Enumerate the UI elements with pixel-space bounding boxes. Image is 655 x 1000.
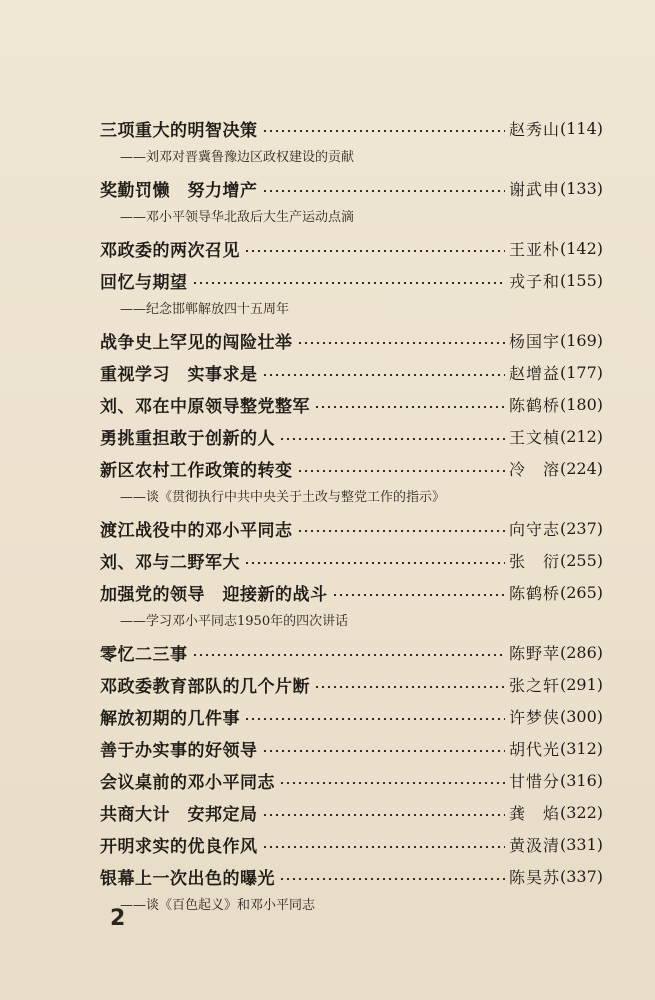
dot-leader (262, 374, 505, 376)
toc-entry-page: (133) (559, 178, 603, 198)
toc-entry-page: (291) (559, 674, 603, 694)
toc-entry-author: 甘惜分 (508, 771, 560, 791)
toc-entry (100, 828, 603, 860)
table-of-contents (100, 112, 603, 920)
toc-entry-title: 奖勤罚懒 努力增产 (100, 180, 258, 201)
toc-entry-author: 张 衍 (508, 551, 560, 571)
toc-entry (100, 388, 603, 420)
toc-entry-author: 陈鹤桥 (508, 395, 560, 415)
dot-leader (332, 594, 505, 596)
toc-entry-author: 胡代光 (508, 739, 560, 759)
toc-entry-page: (322) (559, 802, 603, 822)
toc-entry (100, 796, 603, 828)
toc-entry-author: 谢武申 (508, 179, 560, 199)
toc-entry-page: (331) (559, 834, 603, 854)
toc-entry-author: 冷 溶 (508, 459, 560, 479)
dot-leader (314, 406, 505, 408)
toc-subtitle: ——纪念邯郸解放四十五周年 (120, 302, 290, 317)
dot-leader (279, 438, 505, 440)
toc-entry-page: (337) (559, 866, 603, 886)
toc-entry-page: (316) (559, 770, 603, 790)
toc-entry-author: 黄汲清 (508, 835, 560, 855)
dot-leader (262, 846, 505, 848)
toc-entry-page: (212) (559, 426, 603, 446)
toc-entry-title: 勇挑重担敢于创新的人 (100, 428, 275, 449)
toc-entry-title: 加强党的领导 迎接新的战斗 (100, 584, 328, 605)
dot-leader (279, 782, 505, 784)
toc-entry-title: 零忆二三事 (100, 644, 188, 665)
dot-leader (244, 250, 505, 252)
toc-entry (100, 324, 603, 356)
toc-entry (100, 576, 603, 608)
toc-entry-title: 回忆与期望 (100, 272, 188, 293)
toc-entry (100, 636, 603, 668)
toc-entry-author: 龚 焰 (508, 803, 560, 823)
toc-entry-title: 开明求实的优良作风 (100, 836, 258, 857)
toc-entry (100, 232, 603, 264)
toc-entry (100, 732, 603, 764)
toc-entry-author: 陈鹤桥 (508, 583, 560, 603)
toc-entry-title: 刘、邓在中原领导整党整军 (100, 396, 310, 417)
toc-entry-title: 会议桌前的邓小平同志 (100, 772, 275, 793)
toc-entry-title: 善于办实事的好领导 (100, 740, 258, 761)
toc-entry-title: 战争史上罕见的闯险壮举 (100, 332, 293, 353)
toc-subtitle: ——谈《贯彻执行中共中央关于土改与整党工作的指示》 (120, 490, 446, 505)
toc-entry (100, 512, 603, 544)
toc-entry-author: 赵秀山 (508, 119, 560, 139)
toc-entry-title: 新区农村工作政策的转变 (100, 460, 293, 481)
dot-leader (297, 470, 505, 472)
toc-entry (100, 264, 603, 296)
toc-entry-title: 重视学习 实事求是 (100, 364, 258, 385)
toc-entry-author: 许梦侠 (508, 707, 560, 727)
toc-entry-title: 邓政委的两次召见 (100, 240, 240, 261)
toc-entry (100, 112, 603, 144)
toc-entry-page: (265) (559, 582, 603, 602)
toc-entry-title: 共商大计 安邦定局 (100, 804, 258, 825)
toc-entry (100, 356, 603, 388)
toc-entry-author: 陈昊苏 (508, 867, 560, 887)
toc-entry (100, 544, 603, 576)
toc-entry-page: (177) (559, 362, 603, 382)
toc-entry-page: (169) (559, 330, 603, 350)
toc-entry-page: (300) (559, 706, 603, 726)
toc-entry (100, 860, 603, 892)
toc-subtitle: ——刘邓对晋冀鲁豫边区政权建设的贡献 (120, 150, 355, 165)
dot-leader (262, 130, 505, 132)
toc-subtitle: ——学习邓小平同志1950年的四次讲话 (120, 614, 349, 629)
toc-entry (100, 420, 603, 452)
toc-entry-author: 向守志 (508, 519, 560, 539)
toc-entry-page: (114) (559, 118, 603, 138)
toc-entry-page: (224) (559, 458, 603, 478)
dot-leader (244, 562, 505, 564)
toc-entry-author: 陈野苹 (508, 643, 560, 663)
toc-entry-author: 王亚朴 (508, 239, 560, 259)
toc-entry-title: 渡江战役中的邓小平同志 (100, 520, 293, 541)
dot-leader (192, 654, 505, 656)
toc-entry (100, 700, 603, 732)
dot-leader (279, 878, 505, 880)
toc-entry-page: (312) (559, 738, 603, 758)
dot-leader (262, 750, 505, 752)
page-number: 2 (110, 906, 126, 931)
toc-subtitle: ——邓小平领导华北敌后大生产运动点滴 (120, 210, 355, 225)
toc-entry-title: 解放初期的几件事 (100, 708, 240, 729)
toc-entry-page: (255) (559, 550, 603, 570)
dot-leader (192, 282, 505, 284)
dot-leader (262, 814, 505, 816)
toc-entry-author: 王文楨 (508, 427, 560, 447)
toc-entry-page: (155) (559, 270, 603, 290)
toc-entry-title: 三项重大的明智决策 (100, 120, 258, 141)
toc-entry (100, 764, 603, 796)
toc-entry (100, 452, 603, 484)
toc-entry (100, 172, 603, 204)
toc-entry-author: 张之轩 (508, 675, 560, 695)
toc-entry-author: 戎子和 (508, 271, 560, 291)
toc-entry-page: (237) (559, 518, 603, 538)
toc-entry-page: (286) (559, 642, 603, 662)
toc-entry-title: 刘、邓与二野军大 (100, 552, 240, 573)
toc-entry-author: 杨国宇 (508, 331, 560, 351)
toc-entry-title: 邓政委教育部队的几个片断 (100, 676, 310, 697)
dot-leader (262, 190, 505, 192)
dot-leader (244, 718, 505, 720)
dot-leader (314, 686, 505, 688)
toc-entry-page: (142) (559, 238, 603, 258)
dot-leader (297, 342, 505, 344)
toc-entry-page: (180) (559, 394, 603, 414)
toc-entry-title: 银幕上一次出色的曝光 (100, 868, 275, 889)
dot-leader (297, 530, 505, 532)
toc-subtitle: ——谈《百色起义》和邓小平同志 (120, 898, 316, 913)
toc-entry-author: 赵增益 (508, 363, 560, 383)
toc-entry (100, 668, 603, 700)
